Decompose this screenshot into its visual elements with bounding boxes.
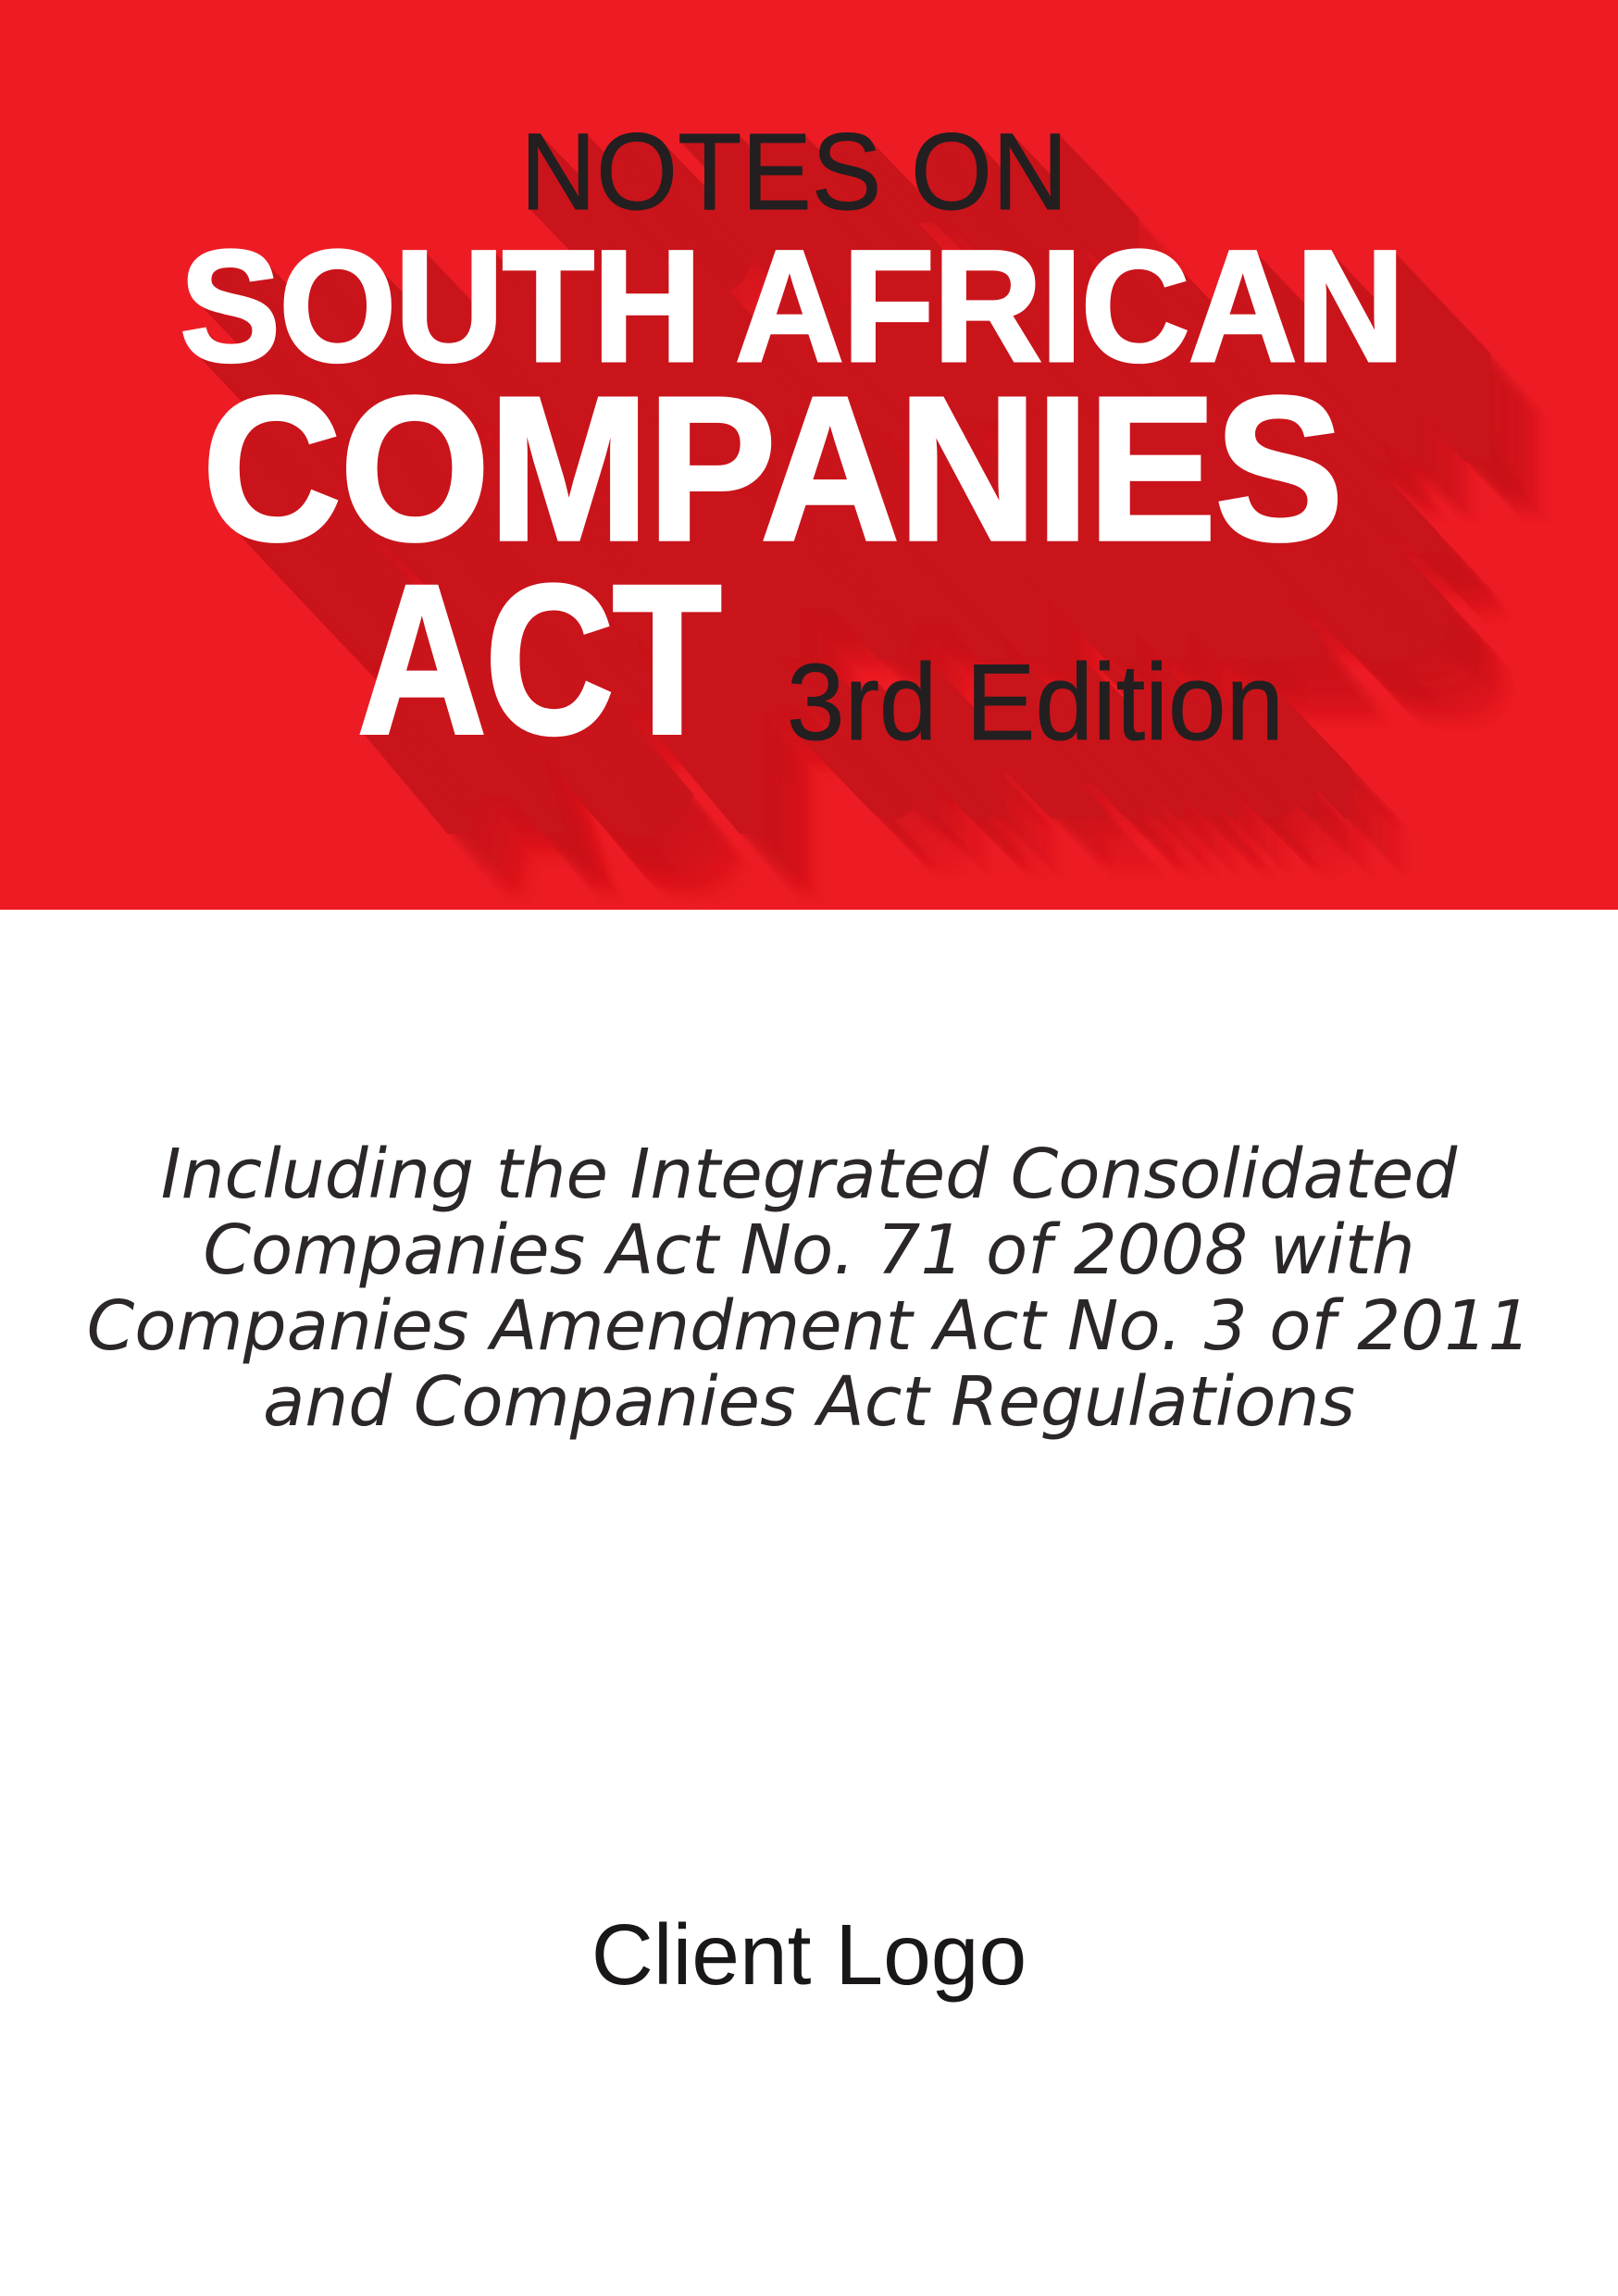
subtitle-line-2: Companies Act No. 71 of 2008 with <box>203 1210 1415 1290</box>
cover-banner <box>0 0 1618 910</box>
title-line-south-african: SOUTH AFRICAN <box>180 217 1403 395</box>
subtitle-line-3: Companies Amendment Act No. 3 of 2011 <box>86 1286 1532 1366</box>
title-line-companies: COMPANIES <box>202 354 1342 584</box>
subtitle-block <box>0 1136 1618 1440</box>
cover-eyebrow: NOTES ON <box>520 111 1068 233</box>
subtitle-line-4: and Companies Act Regulations <box>262 1362 1356 1442</box>
edition-label: 3rd Edition <box>787 641 1284 763</box>
subtitle-line-1: Including the Integrated Consolidated <box>160 1135 1458 1214</box>
client-logo-text: Client Logo <box>591 1906 1027 2003</box>
title-line-act: ACT <box>357 540 721 778</box>
